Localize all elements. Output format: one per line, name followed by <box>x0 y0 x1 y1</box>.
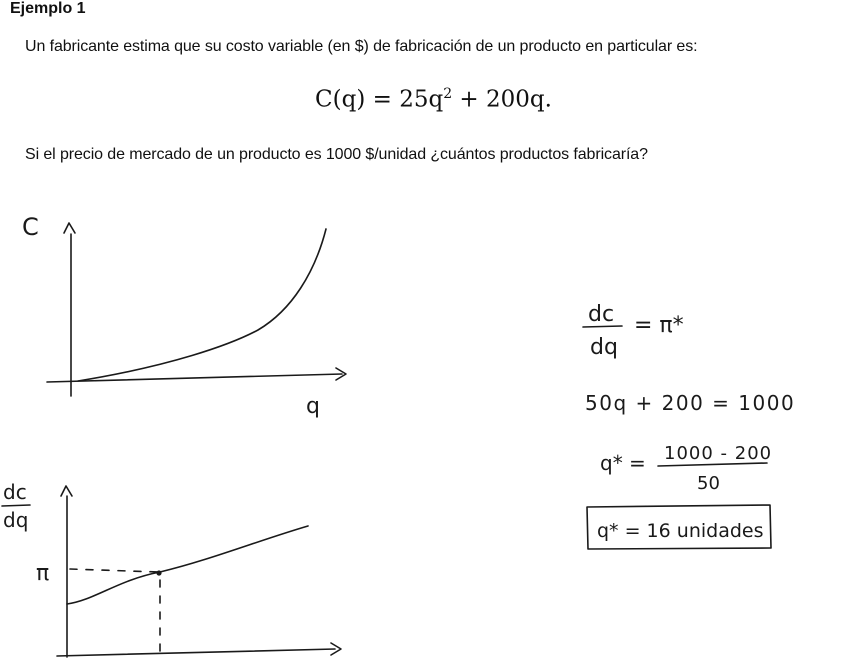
bottom-x-axis <box>57 649 335 656</box>
formula-rhs: + 200q. <box>452 86 552 113</box>
example-heading: Ejemplo 1 <box>10 0 86 17</box>
cost-curve <box>78 229 326 381</box>
step1-rhs: = π* <box>634 313 684 338</box>
bottom-ylabel-numerator: dc <box>3 480 27 504</box>
problem-statement: Un fabricante estima que su costo variable (en $) de fabricación de un producto en particular es: <box>25 38 698 55</box>
final-answer: q* = 16 unidades <box>597 520 764 542</box>
bottom-y-arrow <box>61 486 72 496</box>
bottom-ylabel-denominator: dq <box>3 508 29 532</box>
cost-curve-graph <box>22 213 346 419</box>
price-level-label: π <box>36 561 50 586</box>
marginal-cost-graph <box>2 480 341 657</box>
step1-numerator: dc <box>588 302 615 327</box>
step1-fraction-bar <box>583 326 622 327</box>
marginal-cost-curve <box>67 526 308 604</box>
derivation-work <box>583 302 795 549</box>
step3-denominator: 50 <box>697 473 720 494</box>
formula-exponent: 2 <box>443 86 453 102</box>
bottom-ylabel-fraction-bar <box>2 505 30 506</box>
problem-question: Si el precio de mercado de un producto es 1000 $/unidad ¿cuántos productos fabricaría? <box>25 146 648 163</box>
equilibrium-point <box>156 570 161 575</box>
top-xlabel: q <box>306 394 320 419</box>
top-y-arrow <box>64 223 75 233</box>
formula-lhs: C(q) = 25q <box>315 86 444 113</box>
step3-numerator: 1000 - 200 <box>664 443 773 464</box>
step2-equation: 50q + 200 = 1000 <box>585 391 796 415</box>
step1-denominator: dq <box>590 335 618 360</box>
price-level-dashed-line <box>70 569 158 572</box>
step3-lhs: q* = <box>600 451 646 475</box>
top-ylabel: C <box>22 213 39 241</box>
